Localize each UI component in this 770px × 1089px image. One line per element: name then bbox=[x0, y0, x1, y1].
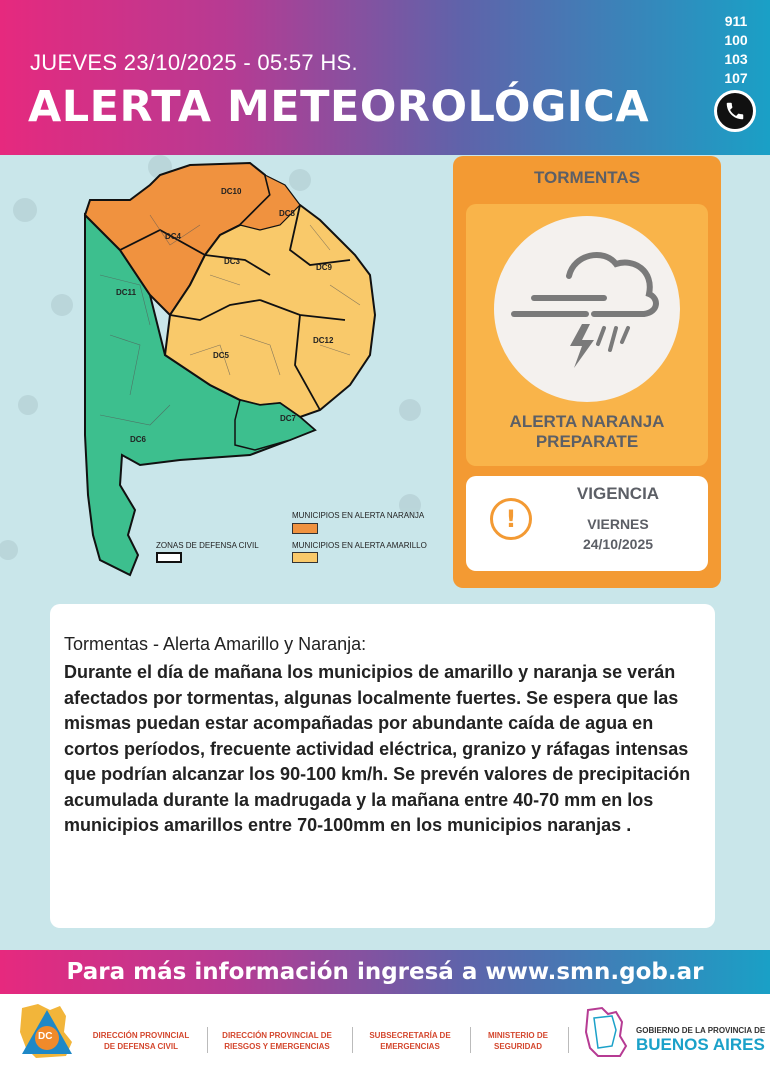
zone-label: DC5 bbox=[213, 351, 230, 360]
date-time: JUEVES 23/10/2025 - 05:57 HS. bbox=[30, 50, 358, 75]
alert-panel bbox=[453, 156, 721, 588]
description-heading: Tormentas - Alerta Amarillo y Naranja: bbox=[64, 634, 367, 654]
org-emergencias bbox=[358, 1030, 462, 1052]
defensa-civil-logo bbox=[16, 1002, 78, 1062]
alert-level-card bbox=[466, 204, 708, 466]
zone-label: DC8 bbox=[279, 209, 296, 218]
org-line: SUBSECRETARÍA DE bbox=[369, 1031, 451, 1040]
dc-logo-text: DC bbox=[38, 1031, 53, 1042]
province-label: GOBIERNO DE LA PROVINCIA DE bbox=[636, 1026, 766, 1035]
org-line: MINISTERIO DE bbox=[487, 1031, 548, 1040]
org-line: RIESGOS Y EMERGENCIAS bbox=[224, 1042, 330, 1051]
divider bbox=[207, 1027, 208, 1053]
validity-card bbox=[466, 476, 708, 571]
org-line: DIRECCIÓN PROVINCIAL DE bbox=[222, 1031, 332, 1040]
province-name: BUENOS AIRES bbox=[636, 1035, 765, 1054]
legend-orange-swatch bbox=[292, 523, 318, 534]
phone-number: 103 bbox=[724, 51, 748, 67]
phone-number: 911 bbox=[724, 13, 748, 29]
info-link-bar[interactable]: Para más información ingresá a www.smn.gob.ar bbox=[0, 950, 770, 994]
province-logo bbox=[582, 1006, 630, 1058]
province-map-graphic bbox=[0, 155, 450, 590]
phone-number: 107 bbox=[724, 70, 748, 86]
divider bbox=[352, 1027, 353, 1053]
zone-label: DC12 bbox=[313, 336, 334, 345]
org-line: DE DEFENSA CIVIL bbox=[104, 1042, 178, 1051]
zone-label: DC9 bbox=[316, 263, 333, 272]
zone-label: DC10 bbox=[221, 187, 242, 196]
org-line: DIRECCIÓN PROVINCIAL bbox=[92, 1031, 190, 1040]
zone-label: DC3 bbox=[224, 257, 241, 266]
org-ministerio bbox=[476, 1030, 560, 1052]
alert-type: TORMENTAS bbox=[533, 168, 641, 187]
alert-level-line1: ALERTA NARANJA bbox=[509, 412, 665, 431]
page-title: ALERTA METEOROLÓGICA bbox=[28, 82, 650, 132]
phone-icon bbox=[714, 90, 756, 132]
org-line: EMERGENCIAS bbox=[380, 1042, 440, 1051]
legend-orange-label: MUNICIPIOS EN ALERTA NARANJA bbox=[292, 511, 425, 520]
emergency-numbers bbox=[716, 12, 756, 88]
zone-label: DC11 bbox=[116, 288, 137, 297]
alert-level bbox=[466, 412, 708, 452]
divider bbox=[568, 1027, 569, 1053]
alert-map bbox=[0, 155, 450, 590]
warning-icon: ! bbox=[490, 498, 532, 540]
validity-day: VIERNES bbox=[587, 516, 649, 532]
zone-label: DC4 bbox=[165, 232, 182, 241]
zone-label: DC6 bbox=[130, 435, 147, 444]
validity-date-value: 24/10/2025 bbox=[582, 536, 654, 552]
legend-zones-label: ZONAS DE DEFENSA CIVIL bbox=[156, 541, 259, 550]
legend-yellow-label: MUNICIPIOS EN ALERTA AMARILLO bbox=[292, 541, 427, 550]
alert-level-line2: PREPARATE bbox=[535, 432, 639, 451]
org-line: SEGURIDAD bbox=[493, 1042, 542, 1051]
validity-title: VIGENCIA bbox=[576, 484, 660, 503]
org-defensa-civil bbox=[86, 1030, 196, 1052]
storm-cloud-icon bbox=[494, 216, 680, 402]
header bbox=[0, 0, 770, 155]
validity-date bbox=[538, 514, 698, 554]
footer bbox=[0, 994, 770, 1089]
description-card bbox=[50, 604, 715, 928]
description-body: Durante el día de mañana los municipios de amarillo y naranja se verán afectados por tormentas, algunas localmente fuertes. Se espera que las mismas puedan estar acompañadas por abundante caída de agua en cortos períodos, frecuente actividad eléctrica, granizo y ráfagas intensas que podrían alcanzar los 90-100 km/h. Se prevén valores de precipitación acumulada durante la madrugada y la mañana entre 40-70 mm en los municipios amarillos entre 70-100mm en los municipios naranjas . bbox=[64, 662, 691, 835]
org-riesgos bbox=[213, 1030, 341, 1052]
phone-number: 100 bbox=[724, 32, 748, 48]
legend-yellow-swatch bbox=[292, 552, 318, 563]
zone-label: DC7 bbox=[280, 414, 297, 423]
divider bbox=[470, 1027, 471, 1053]
legend-zones-swatch bbox=[156, 552, 182, 563]
